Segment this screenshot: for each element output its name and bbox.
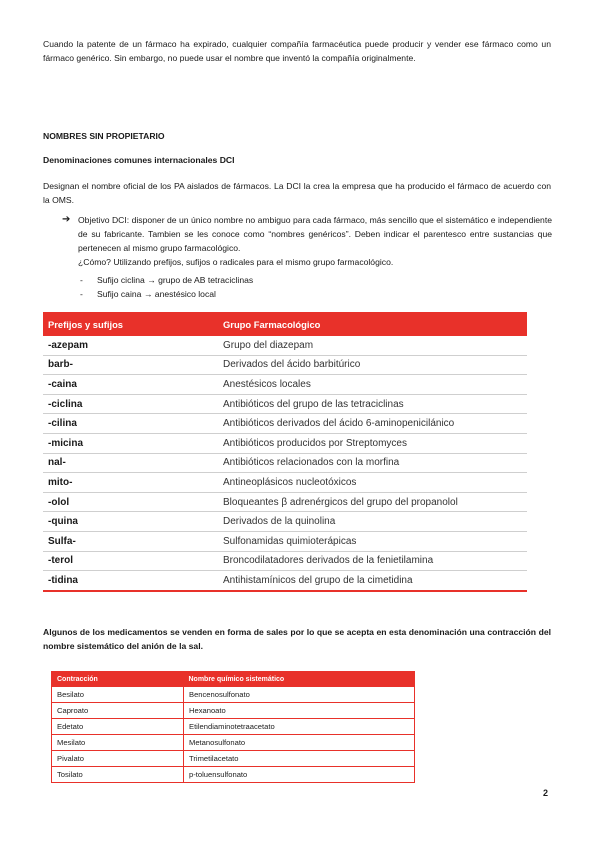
bullet-text: Objetivo DCI: disponer de un único nombre no ambiguo para cada fármaco, más sencillo que el sistemático e independiente de su fabricante. Tambien se les conoce como “nombres genéricos”. Deben indicar el parentesco entre sustancias que pertenecen al mismo grupo farmacológico. <box>78 215 552 253</box>
table-cell: -tidina <box>43 571 218 591</box>
table-row <box>43 531 527 551</box>
column-header: Nombre químico sistemático <box>184 672 415 687</box>
table-row <box>43 336 527 355</box>
table-cell: Derivados del ácido barbitúrico <box>218 355 527 375</box>
table-row <box>43 512 527 532</box>
affixes-table <box>43 312 527 592</box>
table-cell: -terol <box>43 551 218 571</box>
table-cell: Bencenosulfonato <box>184 687 415 703</box>
table-cell: -ciclina <box>43 394 218 414</box>
table-cell: Antibióticos relacionados con la morfina <box>218 453 527 473</box>
page-number: 2 <box>543 788 549 798</box>
table-cell: -quina <box>43 512 218 532</box>
table-row <box>52 719 415 735</box>
table-cell: Antihistamínicos del grupo de la cimetidina <box>218 571 527 591</box>
salts-paragraph: Algunos de los medicamentos se venden en forma de sales por lo que se acepta en esta denominación una contracción del nombre sistemático del anión de la sal. <box>43 627 551 651</box>
table-cell: Caproato <box>52 703 184 719</box>
table-header-row <box>52 672 415 687</box>
table-cell: Sulfonamidas quimioterápicas <box>218 531 527 551</box>
table-row <box>43 453 527 473</box>
column-header: Prefijos y sufijos <box>43 312 218 336</box>
sub-item: - Sufijo caina → anestésico local <box>80 289 216 299</box>
table-row <box>43 551 527 571</box>
table-cell: Anestésicos locales <box>218 375 527 395</box>
table-row <box>43 394 527 414</box>
table-cell: -caina <box>43 375 218 395</box>
table-cell: -azepam <box>43 336 218 355</box>
table-row <box>43 571 527 591</box>
table-cell: Metanosulfonato <box>184 735 415 751</box>
table-row <box>52 751 415 767</box>
column-header: Grupo Farmacológico <box>218 312 527 336</box>
table-row <box>43 492 527 512</box>
table-row <box>43 375 527 395</box>
table-cell: Broncodilatadores derivados de la fenietilamina <box>218 551 527 571</box>
table-row <box>52 703 415 719</box>
table-cell: -cilina <box>43 414 218 434</box>
table-cell: Tosilato <box>52 767 184 783</box>
table-row <box>52 687 415 703</box>
table-row <box>43 355 527 375</box>
bullet-objective <box>62 213 552 269</box>
table-cell: Grupo del diazepam <box>218 336 527 355</box>
table-cell: Mesilato <box>52 735 184 751</box>
subsection-heading: Denominaciones comunes internacionales DCI <box>43 155 235 165</box>
sub-item-text: Sufijo caina → anestésico local <box>97 289 216 299</box>
column-header: Contracción <box>52 672 184 687</box>
table-cell: Trimetilacetato <box>184 751 415 767</box>
table-cell: Besilato <box>52 687 184 703</box>
table-cell: -olol <box>43 492 218 512</box>
table-cell: nal- <box>43 453 218 473</box>
table-row <box>43 433 527 453</box>
table-cell: Derivados de la quinolina <box>218 512 527 532</box>
table-cell: Antibióticos producidos por Streptomyces <box>218 433 527 453</box>
salts-table <box>51 671 415 783</box>
table-row <box>52 767 415 783</box>
table-cell: Antineoplásicos nucleotóxicos <box>218 473 527 493</box>
table-cell: Edetato <box>52 719 184 735</box>
table-row <box>43 414 527 434</box>
table-cell: -micina <box>43 433 218 453</box>
table-cell: p-toluensulfonato <box>184 767 415 783</box>
table-header-row <box>43 312 527 336</box>
bullet-question: ¿Cómo? Utilizando prefijos, sufijos o radicales para el mismo grupo farmacológico. <box>78 257 394 267</box>
table-cell: Antibióticos del grupo de las tetraciclinas <box>218 394 527 414</box>
table-cell: Hexanoato <box>184 703 415 719</box>
sub-item: - Sufijo ciclina → grupo de AB tetraciclinas <box>80 275 254 285</box>
table-row <box>52 735 415 751</box>
intro-paragraph: Cuando la patente de un fármaco ha expirado, cualquier compañía farmacéutica puede producir y vender ese fármaco como un fármaco genérico. Sin embargo, no puede usar el nombre que inventó la compañía originalmente. <box>43 39 551 63</box>
dci-definition-paragraph: Designan el nombre oficial de los PA aislados de fármacos. La DCI la crea la empresa que ha producido el fármaco de acuerdo con la OMS. <box>43 181 551 205</box>
table-row <box>43 473 527 493</box>
table-cell: Sulfa- <box>43 531 218 551</box>
table-cell: Etilendiaminotetraacetato <box>184 719 415 735</box>
table-cell: barb- <box>43 355 218 375</box>
table-cell: Antibióticos derivados del ácido 6-aminopenicilánico <box>218 414 527 434</box>
arrow-right-icon: ➔ <box>62 214 71 225</box>
section-heading: NOMBRES SIN PROPIETARIO <box>43 131 165 141</box>
table-cell: Bloqueantes β adrenérgicos del grupo del propanolol <box>218 492 527 512</box>
sub-item-text: Sufijo ciclina → grupo de AB tetraciclinas <box>97 275 254 285</box>
table-cell: Pivalato <box>52 751 184 767</box>
table-cell: mito- <box>43 473 218 493</box>
